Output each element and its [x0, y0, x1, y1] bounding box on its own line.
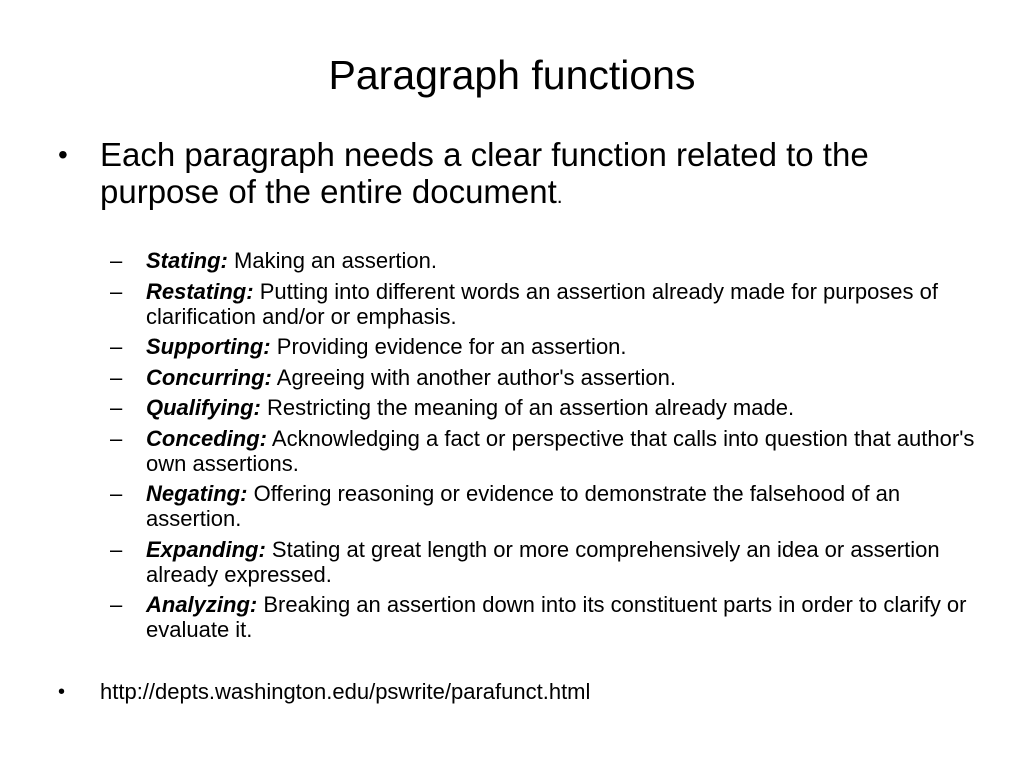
dash-icon: –: [110, 592, 123, 617]
function-definition: Acknowledging a fact or perspective that calls into question that author's own assertions.: [146, 425, 975, 476]
function-term: Stating:: [146, 248, 228, 273]
source-bullet: [58, 678, 958, 706]
list-item-text: [146, 248, 980, 273]
dash-icon: –: [110, 425, 123, 451]
list-item-text: [146, 365, 980, 390]
source-url-link[interactable]: http://depts.washington.edu/pswrite/parafunct.html: [100, 679, 591, 704]
list-item-expanding: [110, 537, 980, 587]
function-term: Concurring:: [146, 364, 272, 390]
list-item-text: [146, 481, 980, 531]
dash-icon: –: [110, 278, 123, 304]
slide-title: Paragraph functions: [328, 52, 696, 98]
bullet-icon: •: [58, 139, 68, 170]
dash-icon: –: [110, 248, 123, 273]
paragraph-functions-list: [110, 248, 980, 648]
list-item-conceding: [110, 426, 980, 476]
function-term: Negating:: [146, 481, 248, 506]
list-item-analyzing: [110, 592, 980, 642]
function-term: Analyzing:: [146, 592, 258, 617]
main-bullet-period: .: [556, 185, 563, 208]
function-definition: Putting into different words an assertion already made for purposes of clarification and/or or emphasis.: [146, 278, 939, 329]
dash-icon: –: [110, 395, 123, 420]
main-bullet-sentence: Each paragraph needs a clear function related to the purpose of the entire document: [100, 136, 869, 210]
list-item-negating: [110, 481, 980, 531]
list-item-text: [146, 426, 980, 476]
dash-icon: –: [110, 536, 123, 562]
list-item-text: [146, 279, 980, 329]
main-bullet-text: [100, 136, 948, 215]
list-item-stating: [110, 248, 980, 273]
list-item-concurring: [110, 365, 980, 390]
function-definition: Making an assertion.: [234, 248, 438, 273]
function-definition: Restricting the meaning of an assertion already made.: [267, 395, 795, 420]
dash-icon: –: [110, 481, 123, 506]
bullet-icon: •: [58, 681, 66, 703]
function-term: Qualifying:: [146, 395, 261, 420]
list-item-text: [146, 537, 980, 587]
dash-icon: –: [110, 334, 123, 359]
function-term: Expanding:: [146, 536, 266, 562]
main-bullet: [58, 136, 948, 215]
function-definition: Offering reasoning or evidence to demonstrate the falsehood of an assertion.: [146, 481, 901, 531]
function-definition: Agreeing with another author's assertion.: [276, 364, 677, 390]
list-item-qualifying: [110, 395, 980, 420]
function-definition: Breaking an assertion down into its constituent parts in order to clarify or evaluate it.: [146, 592, 967, 642]
function-term: Conceding:: [146, 425, 267, 451]
function-term: Supporting:: [146, 334, 271, 359]
function-definition: Stating at great length or more comprehensively an idea or assertion already expressed.: [146, 536, 940, 587]
list-item-text: [146, 592, 980, 642]
dash-icon: –: [110, 364, 123, 390]
list-item-supporting: [110, 334, 980, 359]
list-item-text: [146, 395, 980, 420]
list-item-restating: [110, 279, 980, 329]
function-term: Restating:: [146, 278, 254, 304]
list-item-text: [146, 334, 980, 359]
function-definition: Providing evidence for an assertion.: [276, 334, 627, 359]
